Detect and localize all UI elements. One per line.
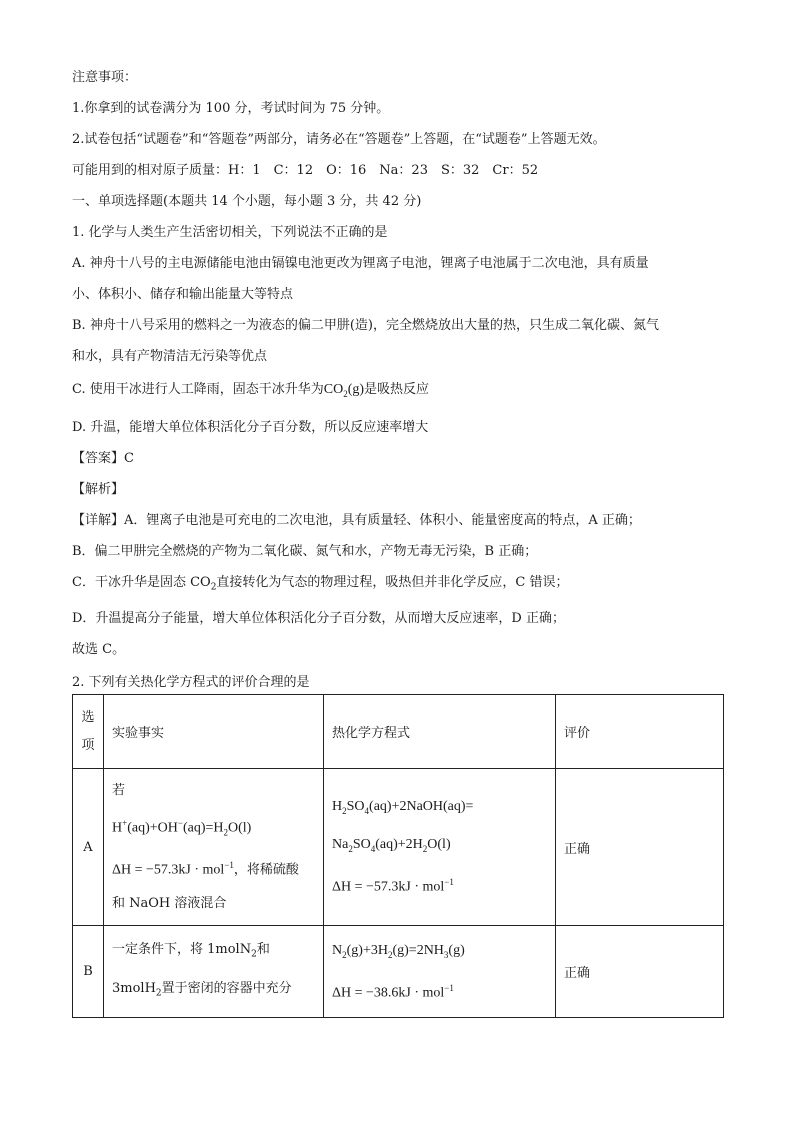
q1-option-b-line1: B. 神舟十八号采用的燃料之一为液态的偏二甲肼(造)，完全燃烧放出大量的热，只生成二氧化碳、氮气 xyxy=(72,318,659,333)
table-header-row xyxy=(73,695,724,769)
row-b-evaluation: 正确 xyxy=(556,926,724,1018)
q1-explanation-3: C．干冰升华是固态 $CO_2$直接转化为气态的物理过程，吸热但并非化学反应，C 错误； xyxy=(72,574,569,593)
document-body xyxy=(72,62,724,698)
row-b-fact: 一定条件下，将 1molN$_2$和 3molH$_2$置于密闭的容器中充分 xyxy=(104,926,324,1018)
q1-explanation-3-pre: C．干冰升华是固态 CO xyxy=(72,574,211,590)
q1-explanation-2: B．偏二甲肼完全燃烧的产物为二氧化碳、氮气和水，产物无毒无污染，B 正确； xyxy=(72,543,538,559)
table-row xyxy=(73,769,724,926)
q2-table xyxy=(72,694,724,1018)
q1-option-a-line1: A. 神舟十八号的主电源储能电池由镉镍电池更改为锂离子电池，锂离子电池属于二次电池，具有质量 xyxy=(72,256,649,271)
notice-title: 注意事项： xyxy=(72,70,138,85)
q1-explanation-1: 【详解】A．锂离子电池是可充电的二次电池，具有质量轻、体积小、能量密度高的特点，A 正确； xyxy=(72,512,641,528)
header-option: 选项 xyxy=(73,695,104,769)
q1-answer: 【答案】C xyxy=(72,450,134,466)
q1-option-d: D. 升温，能增大单位体积活化分子百分数，所以反应速率增大 xyxy=(72,419,429,435)
table-row xyxy=(73,926,724,1018)
row-b-option: B xyxy=(73,926,104,1018)
row-a-equation: $H_2SO_4(aq)+2NaOH(aq)=$ $Na_2SO_4(aq)+2H_2O(l)$ ΔH = −57.3kJ · mol$^{-1}$ xyxy=(324,769,556,926)
q1-explanation-5: 故选 C。 xyxy=(72,642,126,658)
q1-option-c-post: 是吸热反应 xyxy=(364,382,430,397)
q2-stem: 2. 下列有关热化学方程式的评价合理的是 xyxy=(72,675,310,691)
q1-analysis-label: 【解析】 xyxy=(72,481,125,497)
row-a-evaluation: 正确 xyxy=(556,769,724,926)
q1-explanation-3-post: 直接转化为气态的物理过程，吸热但并非化学反应，C 错误； xyxy=(216,574,569,590)
row-b-equation: $N_2(g)+3H_2(g)=2NH_3(g)$ ΔH = −38.6kJ · mol$^{-1}$ xyxy=(324,926,556,1018)
q1-option-b-line2: 和水，具有产物清洁无污染等优点 xyxy=(72,349,268,364)
row-a-fact: 若 $H^+(aq)+OH^-(aq)=H_2O(l)$ ΔH = −57.3kJ · mol$^{-1}$，将稀硫酸 和 NaOH 溶液混合 xyxy=(104,769,324,926)
q1-explanation-4: D．升温提高分子能量，增大单位体积活化分子百分数，从而增大反应速率，D 正确； xyxy=(72,611,565,627)
notice-item-2: 2.试卷包括“试题卷”和“答题卷”两部分，请务必在“答题卷”上答题，在“试题卷”上答题无效。 xyxy=(72,132,606,147)
header-evaluation: 评价 xyxy=(556,695,724,769)
q1-option-a-line2: 小、体积小、储存和输出能量大等特点 xyxy=(72,287,294,302)
atomic-masses: 可能用到的相对原子质量：H：1 C：12 O：16 Na：23 S：32 Cr：52 xyxy=(72,163,539,178)
row-a-option: A xyxy=(73,769,104,926)
co2-formula: $CO_2(g)$ xyxy=(323,382,365,399)
header-fact: 实验事实 xyxy=(104,695,324,769)
row-a-dh: ΔH = −57.3kJ · mol xyxy=(112,863,225,879)
q1-stem: 1. 化学与人类生产生活密切相关，下列说法不正确的是 xyxy=(72,225,388,240)
q1-option-c xyxy=(72,372,724,412)
q1-option-c-pre: C. 使用干冰进行人工降雨，固态干冰升华为 xyxy=(72,382,324,397)
header-equation: 热化学方程式 xyxy=(324,695,556,769)
section-heading: 一、单项选择题(本题共 14 个小题，每小题 3 分，共 42 分) xyxy=(72,194,422,209)
ionic-equation: $H^+(aq)+OH^-(aq)=H_2O(l)$ xyxy=(112,817,252,838)
notice-item-1: 1.你拿到的试卷满分为 100 分，考试时间为 75 分钟。 xyxy=(72,101,390,116)
